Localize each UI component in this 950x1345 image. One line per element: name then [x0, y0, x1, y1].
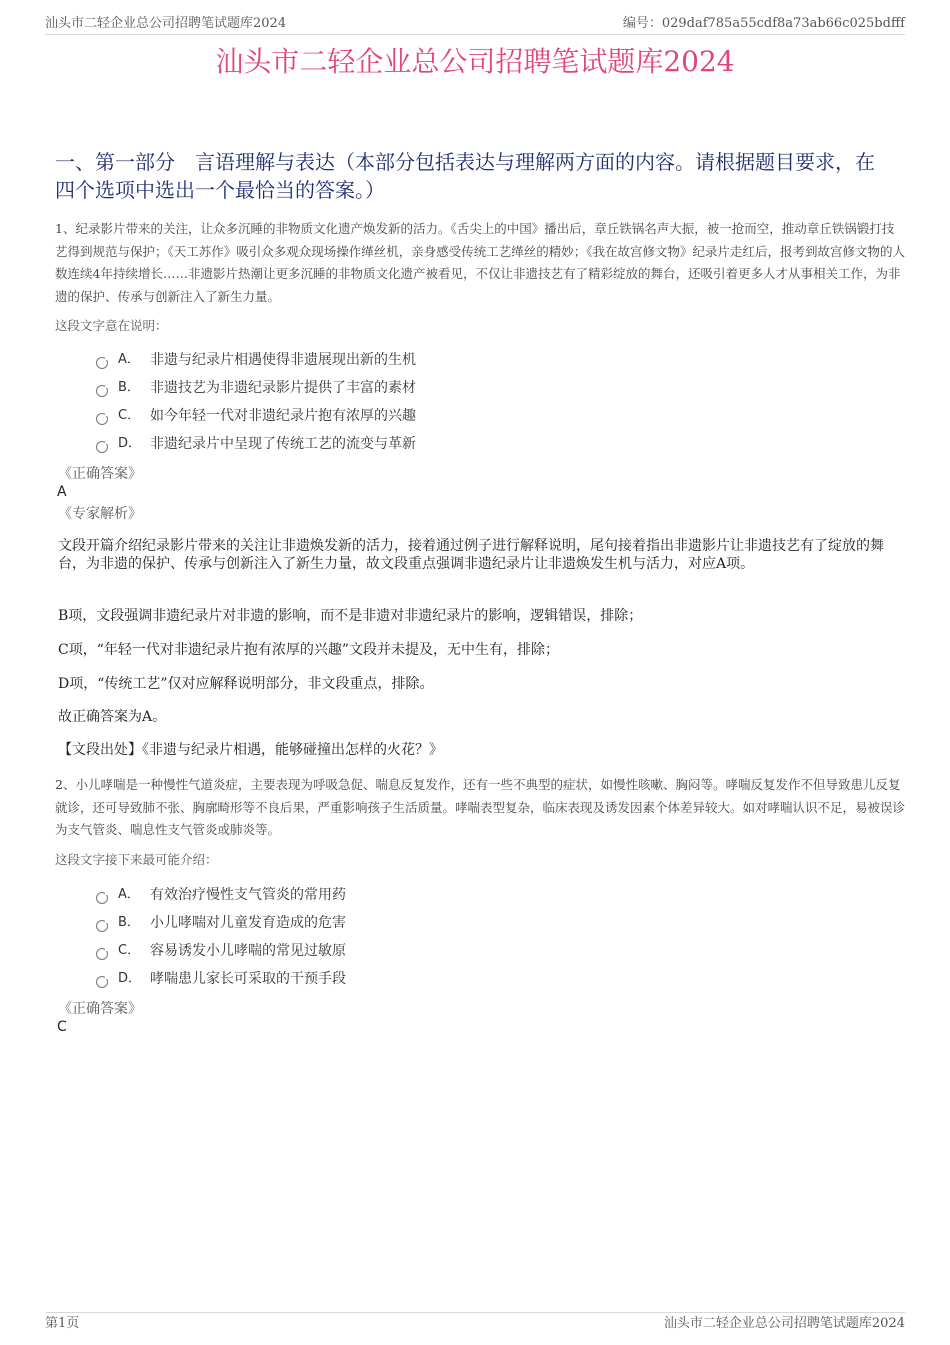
radio-icon[interactable]	[96, 892, 108, 904]
option-letter: B．	[118, 915, 140, 930]
radio-icon[interactable]	[96, 976, 108, 988]
question-2-prompt: 这段文字接下来最可能介绍：	[55, 852, 218, 867]
option-text: 非遗纪录片中呈现了传统工艺的流变与革新	[150, 436, 416, 452]
radio-icon[interactable]	[96, 413, 108, 425]
radio-icon[interactable]	[96, 357, 108, 369]
option-letter: A．	[118, 887, 140, 902]
option-text: 非遗与纪录片相遇使得非遗展现出新的生机	[150, 352, 416, 368]
analysis-source: 【文段出处】《非遗与纪录片相遇，能够碰撞出怎样的火花？》	[58, 742, 443, 758]
question-2-answer-label: 《正确答案》	[58, 1001, 142, 1017]
page-number: 第1页	[45, 1316, 80, 1331]
option-text: 非遗技艺为非遗纪录影片提供了丰富的素材	[150, 380, 416, 396]
question-2-option-b[interactable]	[96, 909, 346, 937]
section-title: 一、第一部分 言语理解与表达（本部分包括表达与理解两方面的内容。请根据题目要求，在四个选项中选出一个最恰当的答案。）	[55, 150, 875, 202]
question-1-text: 1、纪录影片带来的关注，让众多沉睡的非物质文化遗产焕发新的活力。《舌尖上的中国》播出后，章丘铁锅名声大振，被一抢而空，推动章丘铁锅锻打技艺得到规范与保护；《天工苏作》吸引众多观众现场操作缂丝机，亲身感受传统工艺缂丝的精妙；《我在故宫修文物》纪录片走红后，报考到故宫修文物的人数连续4年持续增长……非遗影片热潮让更多沉睡的非物质文化遗产被看见，不仅让非遗技艺有了精彩绽放的舞台，还吸引着更多人才从事相关工作，为非遗的保护、传承与创新注入了新生力量。	[55, 221, 906, 304]
question-1-answer-label: 《正确答案》	[58, 466, 142, 482]
analysis-option-c: C项，“年轻一代对非遗纪录片抱有浓厚的兴趣”文段并未提及，无中生有，排除；	[58, 642, 560, 658]
question-1-prompt: 这段文字意在说明：	[55, 318, 168, 333]
option-letter: C．	[118, 943, 141, 958]
document-title: 汕头市二轻企业总公司招聘笔试题库2024	[215, 45, 735, 78]
question-2-text: 2、小儿哮喘是一种慢性气道炎症，主要表现为呼吸急促、喘息反复发作，还有一些不典型的症状，如慢性咳嗽、胸闷等。哮喘反复发作不但导致患儿反复就诊，还可导致肺不张、胸廓畸形等不良后果，严重影响孩子生活质量。哮喘表型复杂，临床表现及诱发因素个体差异较大。如对哮喘认识不足，易被误诊为支气管炎、喘息性支气管炎或肺炎等。	[55, 777, 906, 837]
option-letter: D．	[118, 436, 142, 451]
header-doc-id: 编号：029daf785a55cdf8a73ab66c025bdfff	[622, 16, 905, 31]
question-2-options	[96, 881, 346, 993]
option-letter: A．	[118, 352, 140, 367]
option-text: 小儿哮喘对儿童发育造成的危害	[150, 915, 346, 931]
radio-icon[interactable]	[96, 441, 108, 453]
question-1-option-a[interactable]	[96, 346, 416, 374]
question-2-option-d[interactable]	[96, 965, 346, 993]
question-2-option-a[interactable]	[96, 881, 346, 909]
option-text: 如今年轻一代对非遗纪录片抱有浓厚的兴趣	[150, 408, 416, 424]
question-1-option-b[interactable]	[96, 374, 416, 402]
analysis-summary: 文段开篇介绍纪录影片带来的关注让非遗焕发新的活力，接着通过例子进行解释说明，尾句接着指出非遗影片让非遗技艺有了绽放的舞台，为非遗的保护、传承与创新注入了新生力量，故文段重点强调非遗纪录片让非遗焕发生机与活力，对应A项。	[58, 538, 884, 572]
question-1-analysis-label: 《专家解析》	[58, 506, 142, 522]
page-footer	[45, 1312, 905, 1333]
option-letter: B．	[118, 380, 140, 395]
radio-icon[interactable]	[96, 385, 108, 397]
page-header	[45, 14, 905, 35]
question-1-options	[96, 346, 416, 458]
option-letter: C．	[118, 408, 141, 423]
option-letter: D．	[118, 971, 142, 986]
analysis-conclusion: 故正确答案为A。	[58, 709, 167, 725]
question-2-answer: C	[57, 1019, 67, 1035]
radio-icon[interactable]	[96, 920, 108, 932]
option-text: 哮喘患儿家长可采取的干预手段	[150, 971, 346, 987]
question-1-option-c[interactable]	[96, 402, 416, 430]
question-2-option-c[interactable]	[96, 937, 346, 965]
question-1-option-d[interactable]	[96, 430, 416, 458]
option-text: 有效治疗慢性支气管炎的常用药	[150, 887, 346, 903]
footer-doc-name: 汕头市二轻企业总公司招聘笔试题库2024	[663, 1316, 905, 1331]
analysis-option-b: B项，文段强调非遗纪录片对非遗的影响，而不是非遗对非遗纪录片的影响，逻辑错误，排除；	[58, 608, 643, 624]
radio-icon[interactable]	[96, 948, 108, 960]
option-text: 容易诱发小儿哮喘的常见过敏原	[150, 943, 346, 959]
question-1-answer: A	[57, 484, 67, 500]
header-doc-name: 汕头市二轻企业总公司招聘笔试题库2024	[45, 16, 287, 31]
analysis-option-d: D项，“传统工艺”仅对应解释说明部分，非文段重点，排除。	[58, 676, 434, 692]
